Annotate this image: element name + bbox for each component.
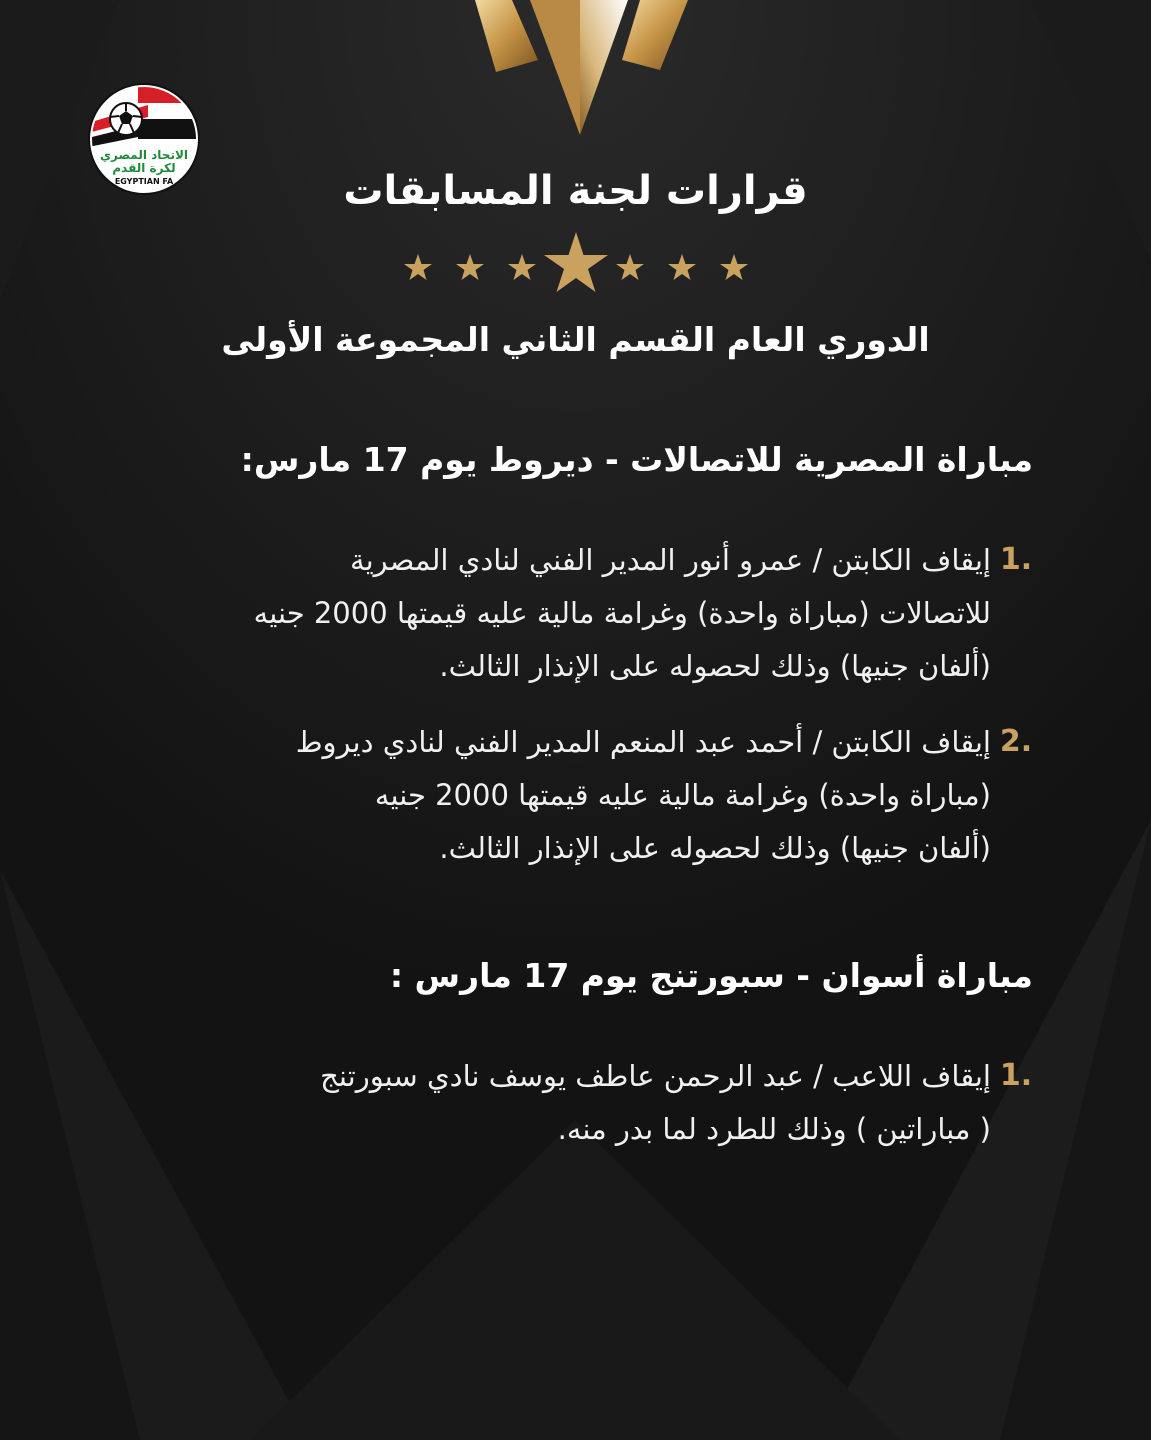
item-line: (ألفان جنيها) وذلك لحصوله على الإنذار الثالث.: [439, 831, 991, 865]
star-icon: [720, 254, 748, 280]
item-text: [111, 1050, 991, 1156]
item-text: [111, 716, 991, 875]
match-heading-1: مباراة المصرية للاتصالات - ديروط يوم 17 مارس:: [240, 440, 1033, 479]
item-line: إيقاف الكابتن / أحمد عبد المنعم المدير الفني لنادي ديروط: [295, 725, 991, 759]
item-text: [111, 534, 991, 693]
item-line: (مباراة واحدة) وغرامة مالية عليه قيمتها 2000 جنيه: [374, 778, 991, 812]
logo-arabic-line2: لكرة القدم: [112, 161, 176, 175]
item-number: .2: [999, 724, 1033, 759]
match-heading-2: مباراة أسوان - سبورتنج يوم 17 مارس :: [389, 956, 1033, 995]
page-title: قرارات لجنة المسابقات: [343, 168, 808, 214]
star-icon: [456, 254, 484, 280]
star-divider: [400, 230, 752, 300]
item-line: للاتصالات (مباراة واحدة) وغرامة مالية عليه قيمتها 2000 جنيه: [253, 596, 991, 630]
decision-item: [111, 534, 1041, 693]
item-line: إيقاف الكابتن / عمرو أنور المدير الفني لنادي المصرية: [350, 543, 991, 577]
star-icon: [668, 254, 696, 280]
star-large-icon: [544, 232, 608, 292]
item-line: ( مباراتين ) وذلك للطرد لما بدر منه.: [557, 1112, 991, 1146]
item-line: (ألفان جنيها) وذلك لحصوله على الإنذار الثالث.: [439, 649, 991, 683]
star-icon: [508, 254, 536, 280]
page-subtitle: الدوري العام القسم الثاني المجموعة الأولى: [221, 320, 930, 359]
decision-item: [111, 716, 1041, 875]
star-icon: [616, 254, 644, 280]
item-line: إيقاف اللاعب / عبد الرحمن عاطف يوسف نادي سبورتنج: [320, 1059, 991, 1093]
decision-item: [111, 1050, 1041, 1156]
item-number: .1: [999, 1058, 1033, 1093]
star-icon: [404, 254, 432, 280]
logo-english-text: EGYPTIAN FA: [114, 177, 174, 186]
item-number: .1: [999, 542, 1033, 577]
logo-arabic-line1: الاتحاد المصري: [100, 148, 188, 162]
